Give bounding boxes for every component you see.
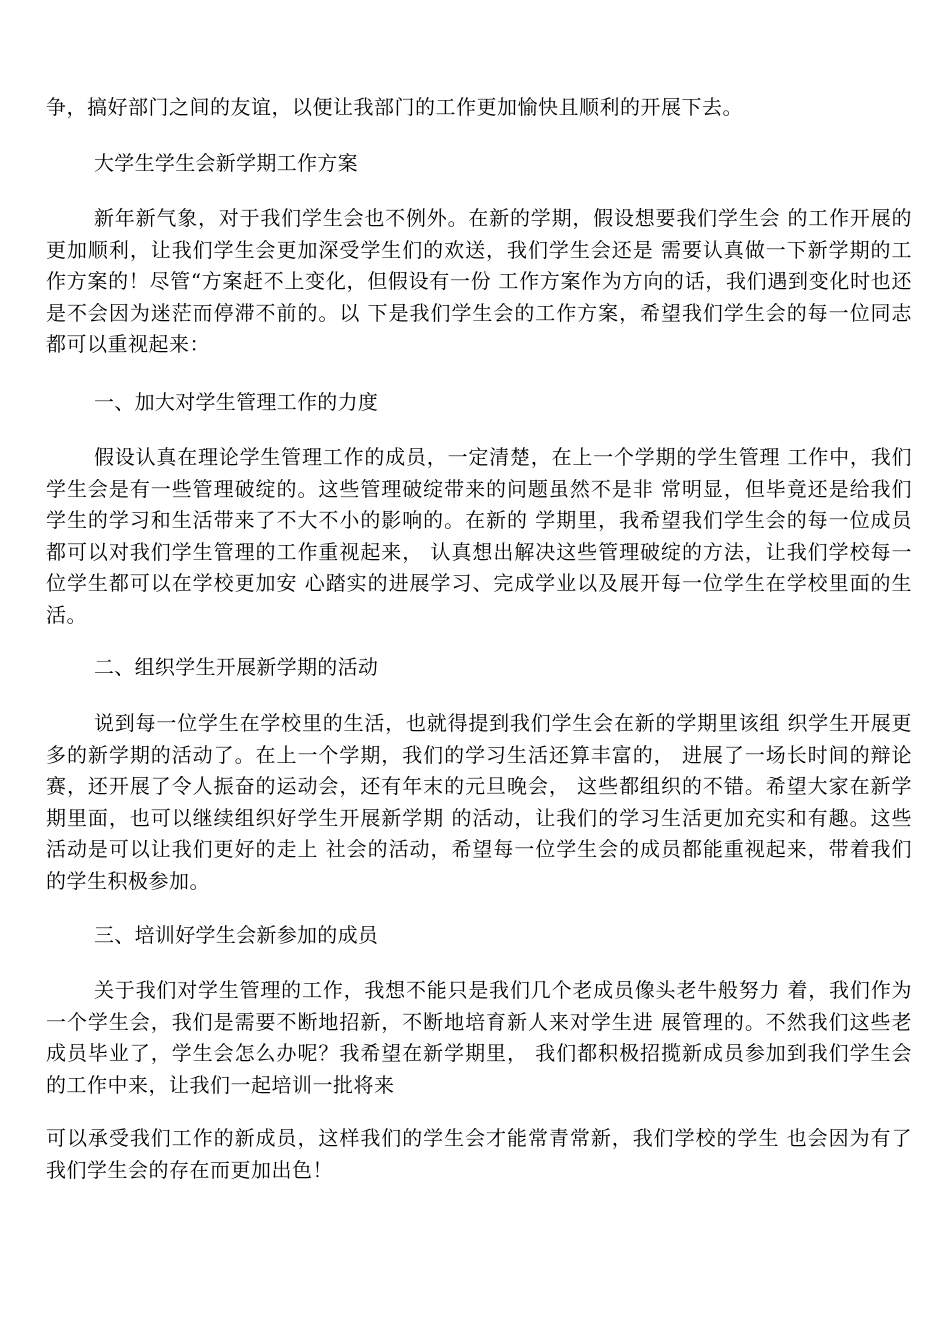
paragraph-opening: 新年新气象，对于我们学生会也不例外。在新的学期，假设想要我们学生会 的工作开展的更加顺利，让我们学生会更加深受学生们的欢送，我们学生会还是 需要认真做一下新学期的工作方案的！尽管“方案赶不上变化，但假设有一份 工作方案作为方向的话，我们遇到变化时也还是不会因为迷茫而停滞不前的。以 下是我们学生会的工作方案，希望我们学生会的每一位同志都可以重视起来： — [46, 206, 912, 356]
section-3-heading: 三、培训好学生会新参加的成员 — [94, 923, 379, 947]
paragraph-intro-tail: 争，搞好部门之间的友谊，以便让我部门的工作更加愉快且顺利的开展下去。 — [46, 95, 743, 119]
section-1-body: 假设认真在理论学生管理工作的成员，一定清楚，在上一个学期的学生管理 工作中，我们学生会是有一些管理破绽的。这些管理破绽带来的问题虽然不是非 常明显，但毕竟还是给我们学生的学习和生活带来了不大不小的影响的。在新的 学期里，我希望我们学生会的每一位成员都可以对我们学生管理的工作重视起来， 认真想出解决这些管理破绽的方法，让我们学校每一位学生都可以在学校更加安 心踏实的进展学习、完成学业以及展开每一位学生在学校里面的生活。 — [46, 445, 912, 627]
document-title: 大学生学生会新学期工作方案 — [94, 151, 358, 175]
closing-paragraph: 可以承受我们工作的新成员，这样我们的学生会才能常青常新，我们学校的学生 也会因为有了我们学生会的存在而更加出色！ — [46, 1126, 912, 1182]
section-1-heading: 一、加大对学生管理工作的力度 — [94, 390, 379, 414]
section-2-heading: 二、组织学生开展新学期的活动 — [94, 655, 379, 679]
section-3-body: 关于我们对学生管理的工作，我想不能只是我们几个老成员像头老牛般努力 着，我们作为一个学生会，我们是需要不断地招新，不断地培育新人来对学生进 展管理的。不然我们这些老成员毕业了，学生会怎么办呢？我希望在新学期里， 我们都积极招揽新成员参加到我们学生会的工作中来，让我们一起培训一批将来 — [46, 978, 912, 1097]
section-2-body: 说到每一位学生在学校里的生活，也就得提到我们学生会在新的学期里该组 织学生开展更多的新学期的活动了。在上一个学期，我们的学习生活还算丰富的， 进展了一场长时间的辩论赛，还开展了令人振奋的运动会，还有年末的元旦晚会， 这些都组织的不错。希望大家在新学期里面，也可以继续组织好学生开展新学期 的活动，让我们的学习生活更加充实和有趣。这些活动是可以让我们更好的走上 社会的活动，希望每一位学生会的成员都能重视起来，带着我们的学生积极参加。 — [46, 711, 912, 893]
